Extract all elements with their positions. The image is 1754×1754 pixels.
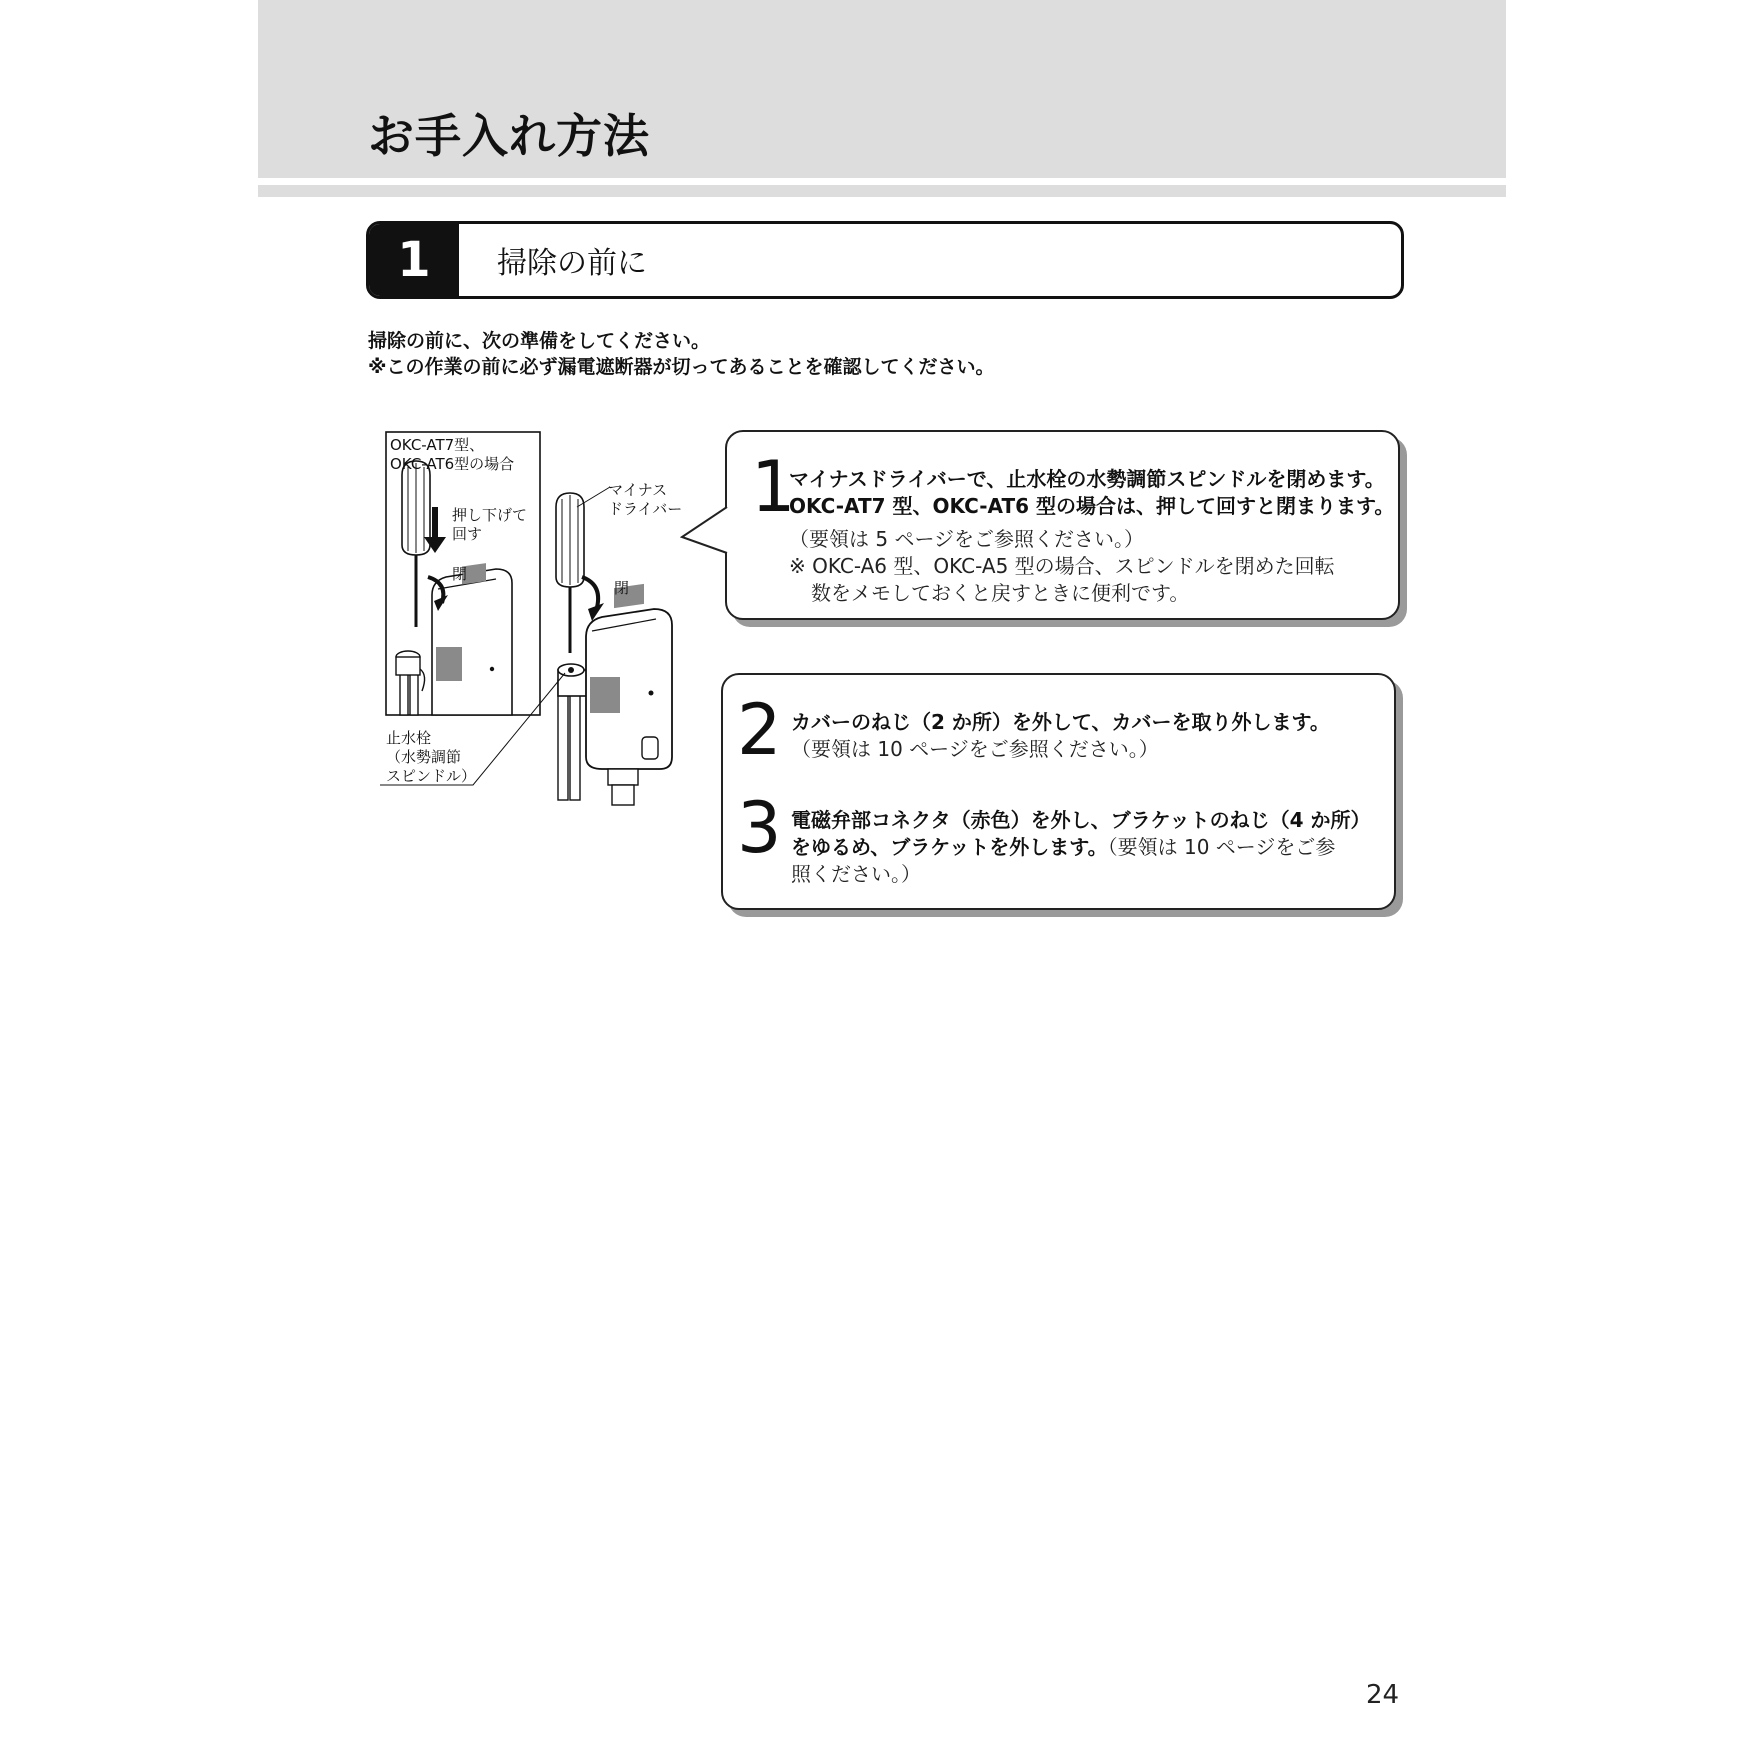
step-3-text: 電磁弁部コネクタ（赤色）を外し、ブラケットのねじ（4 か所） をゆるめ、ブラケットを外します。（要領は 10 ページをご参 照ください。） <box>791 808 1371 886</box>
step-1-number: 1 <box>751 446 796 528</box>
intro-line-2: ※この作業の前に必ず漏電遮断器が切ってあることを確認してください。 <box>368 356 995 378</box>
callout-pointer <box>680 505 728 555</box>
inset-title: OKC-AT7型、 OKC-AT6型の場合 <box>390 436 515 473</box>
main-pipe-left <box>558 680 568 800</box>
page-number: 24 <box>1366 1680 1400 1710</box>
main-unit-panel <box>590 677 620 713</box>
push-turn-label: 押し下げて 回す <box>452 506 528 543</box>
screwdriver-label: マイナス ドライバー <box>608 481 683 518</box>
section-heading <box>366 221 1404 299</box>
valve-label: 止水栓 （水勢調節 スピンドル） <box>386 729 477 785</box>
intro-line-1: 掃除の前に、次の準備をしてください。 <box>368 330 711 352</box>
intro-text <box>368 328 994 380</box>
inset-close-label: 閉 <box>452 565 468 583</box>
section-number: 1 <box>369 224 459 296</box>
steps-2-3-box <box>721 673 1396 910</box>
step-1-box <box>725 430 1400 620</box>
step-2-text: カバーのねじ（2 か所）を外して、カバーを取り外します。 （要領は 10 ページをご参照ください。） <box>791 710 1330 761</box>
page-title: お手入れ方法 <box>368 109 650 163</box>
inset-unit-panel <box>436 647 462 681</box>
main-pipe-right <box>570 680 580 800</box>
section-title: 掃除の前に <box>497 246 647 281</box>
main-close-label: 閉 <box>614 579 630 597</box>
step-1-text: マイナスドライバーで、止水栓の水勢調節スピンドルを閉めます。 OKC-AT7 型、OKC-AT6 型の場合は、押して回すと閉まります。 （要領は 5 ページをご参照ください。） ※ OKC-A6 型、OKC-A5 型の場合、スピンドルを閉めた回転 数をメモしておくと戻すときに便利です。 <box>789 467 1395 605</box>
main-unit-cap <box>642 737 658 759</box>
step-2-number: 2 <box>737 689 782 771</box>
header-rule <box>258 185 1506 197</box>
step-3-number: 3 <box>737 787 782 869</box>
